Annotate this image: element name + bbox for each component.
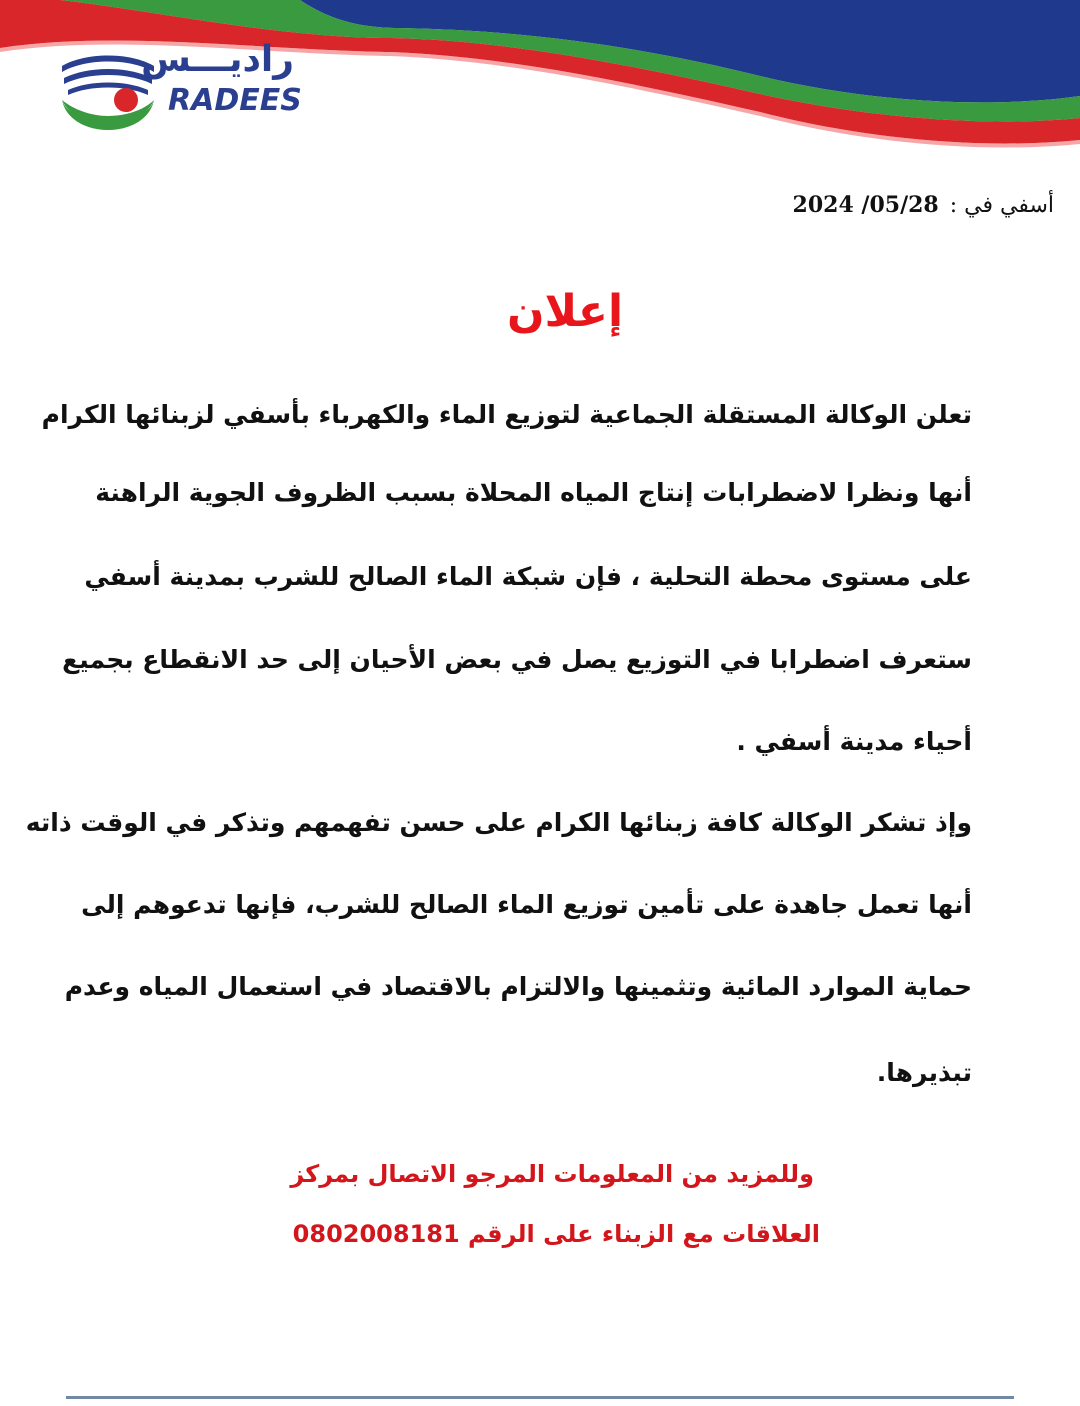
date-line <box>793 192 1054 218</box>
logo-arabic-name: راديـــس <box>141 39 294 80</box>
announcement-date: 2024 /05/28 <box>792 192 939 218</box>
date-prefix: أسفي في : <box>949 193 1054 218</box>
radees-logo <box>56 36 302 146</box>
paragraph-line: ستعرف اضطرابا في التوزيع يصل في بعض الأحيان إلى حد الانقطاع بجميع <box>62 645 972 674</box>
paragraph-line: تعلن الوكالة المستقلة الجماعية لتوزيع الماء والكهرباء بأسفي لزبنائها الكرام <box>41 400 972 429</box>
paragraph-line: وإذ تشكر الوكالة كافة زبنائها الكرام على حسن تفهمهم وتذكر في الوقت ذاته <box>25 808 972 837</box>
paragraph-line: تبذيرها. <box>876 1058 972 1087</box>
logo-latin-name: RADEES <box>168 83 302 118</box>
paragraph-line: أنها تعمل جاهدة على تأمين توزيع الماء الصالح للشرب، فإنها تدعوهم إلى <box>81 890 972 919</box>
contact-line: وللمزيد من المعلومات المرجو الاتصال بمركز <box>290 1160 814 1188</box>
announcement-title: إعلان <box>506 286 624 337</box>
paragraph-line: أنها ونظرا لاضطرابات إنتاج المياه المحلاة بسبب الظروف الجوية الراهنة <box>95 478 972 507</box>
contact-line: العلاقات مع الزبناء على الرقم 0802008181 <box>292 1220 820 1248</box>
paragraph-line: حماية الموارد المائية وتثمينها والالتزام بالاقتصاد في استعمال المياه وعدم <box>64 972 972 1001</box>
footer-divider <box>66 1396 1014 1399</box>
paragraph-line: على مستوى محطة التحلية ، فإن شبكة الماء الصالح للشرب بمدينة أسفي <box>84 562 972 591</box>
paragraph-line: أحياء مدينة أسفي . <box>736 727 972 756</box>
